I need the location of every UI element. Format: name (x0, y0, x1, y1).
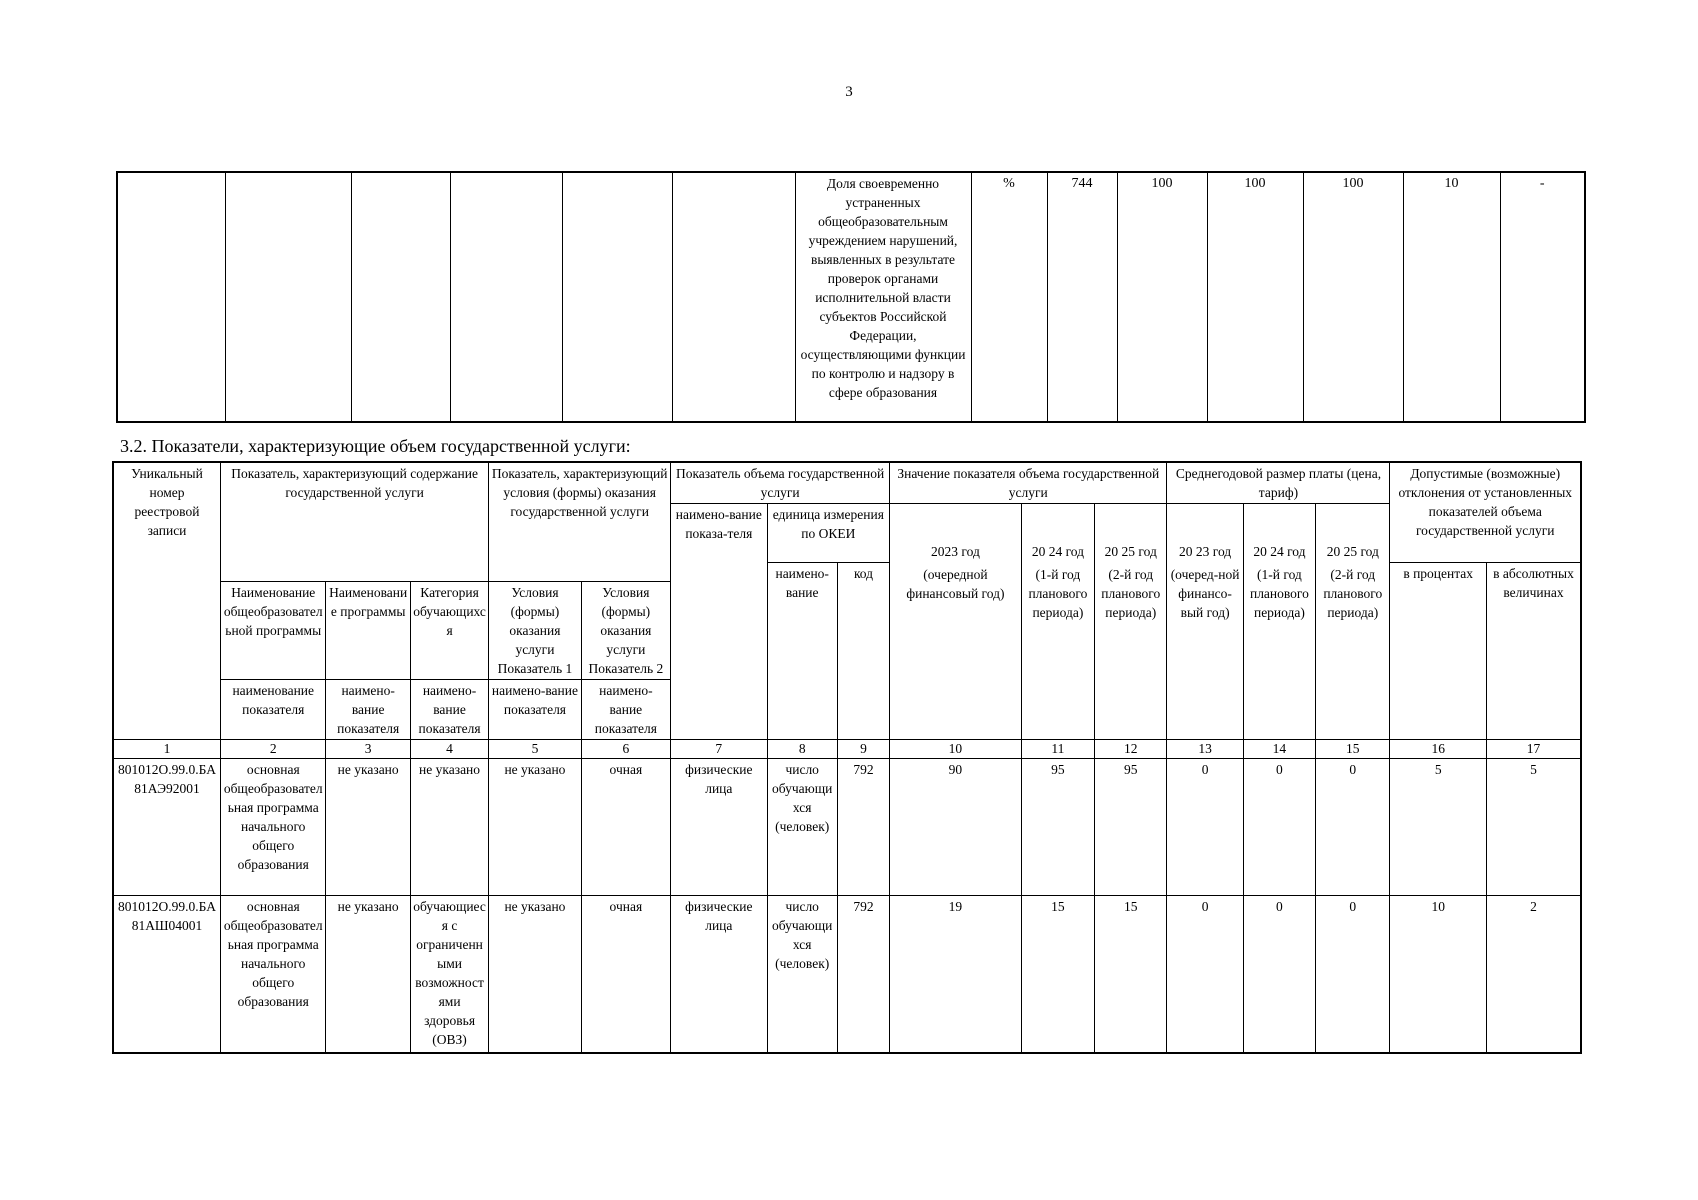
column-number: 16 (1390, 740, 1486, 759)
header-fee-group: Среднегодовой размер платы (цена, тариф) (1167, 462, 1390, 504)
column-number: 4 (410, 740, 488, 759)
header-indicator-name-1: наименование показателя (221, 680, 326, 740)
column-number: 7 (671, 740, 767, 759)
program-name: основная общеобразовательная программа начального общего образования (221, 759, 326, 896)
header-fee-2025 (1316, 504, 1390, 740)
empty-cell (225, 172, 351, 422)
header-conditions-group: Показатель, характеризующий условия (формы) оказания государственной услуги (489, 462, 671, 582)
condition-1: не указано (489, 759, 581, 896)
column-number: 6 (581, 740, 670, 759)
indicator-unit: % (971, 172, 1047, 422)
empty-cell (562, 172, 672, 422)
header-program: Наименование программы (326, 582, 410, 680)
condition-2: очная (581, 759, 670, 896)
header-fee-2024-note: (1-й год планового периода) (1249, 567, 1309, 620)
program: не указано (326, 759, 410, 896)
unit-name: число обучающихся (человек) (767, 896, 837, 1053)
unit-code: 792 (837, 896, 889, 1053)
indicator-continuation-table (116, 171, 1586, 423)
column-number: 1 (113, 740, 221, 759)
column-number: 12 (1095, 740, 1167, 759)
value-2024: 95 (1021, 759, 1094, 896)
value-2024: 15 (1021, 896, 1094, 1053)
header-volume-name: наимено-вание показа-теля (671, 504, 767, 740)
table-row (113, 759, 1581, 896)
header-fee-2023-label: 20 23 год (1179, 544, 1232, 559)
column-number: 2 (221, 740, 326, 759)
column-numbers-row (113, 740, 1581, 759)
unit-name: число обучающихся (человек) (767, 759, 837, 896)
volume-name: физические лица (671, 896, 767, 1053)
header-program-name: Наименование общеобразовательной программы (221, 582, 326, 680)
section-title: 3.2. Показатели, характеризующие объем государственной услуги: (120, 436, 631, 456)
header-fee-2023 (1167, 504, 1243, 740)
fee-2024: 0 (1243, 896, 1315, 1053)
header-deviation-absolute: в абсолютных величинах (1486, 563, 1581, 740)
condition-2: очная (581, 896, 670, 1053)
header-category: Категория обучающихся (410, 582, 488, 680)
column-number: 11 (1021, 740, 1094, 759)
column-number: 5 (489, 740, 581, 759)
fee-2025: 0 (1316, 896, 1390, 1053)
header-unit-name: наимено-вание (767, 563, 837, 740)
header-year-2024-note: (1-й год планового периода) (1028, 567, 1088, 620)
header-value-group: Значение показателя объема государственной услуги (890, 462, 1167, 504)
value-2023: 90 (890, 759, 1022, 896)
registry-id: 801012О.99.0.БА81АЭ92001 (113, 759, 221, 896)
header-year-2025-label: 20 25 год (1104, 544, 1157, 559)
fee-2025: 0 (1316, 759, 1390, 896)
program: не указано (326, 896, 410, 1053)
column-number: 13 (1167, 740, 1243, 759)
value-2023: 19 (890, 896, 1022, 1053)
header-year-2023-label: 2023 год (931, 544, 980, 559)
header-fee-2023-note: (очеред-ной финансо-вый год) (1170, 567, 1240, 620)
header-fee-2025-note: (2-й год планового периода) (1323, 567, 1383, 620)
empty-cell (351, 172, 450, 422)
column-number: 3 (326, 740, 410, 759)
header-row-1 (113, 462, 1581, 504)
header-year-2023-note: (очередной финансовый год) (906, 567, 1005, 601)
header-indicator-name-3: наимено-вание показателя (410, 680, 488, 740)
value-2025: 95 (1095, 759, 1167, 896)
header-unit-code: код (837, 563, 889, 740)
empty-cell (672, 172, 795, 422)
fee-2023: 0 (1167, 759, 1243, 896)
header-indicator-name-5: наимено-вание показателя (581, 680, 670, 740)
header-year-2023 (890, 504, 1022, 740)
header-deviation-group: Допустимые (возможные) отклонения от установленных показателей объема государственной услуги (1390, 462, 1581, 563)
header-content-group: Показатель, характеризующий содержание государственной услуги (221, 462, 489, 582)
column-number: 15 (1316, 740, 1390, 759)
condition-1: не указано (489, 896, 581, 1053)
header-condition-2: Условия (формы) оказания услуги Показатель 2 (581, 582, 670, 680)
header-condition-1: Условия (формы) оказания услуги Показатель 1 (489, 582, 581, 680)
header-fee-2024-label: 20 24 год (1253, 544, 1306, 559)
page-number: 3 (845, 84, 853, 100)
deviation-percent: 10 (1390, 896, 1486, 1053)
indicator-value-1: 100 (1117, 172, 1207, 422)
fee-2023: 0 (1167, 896, 1243, 1053)
deviation-absolute: 5 (1486, 759, 1581, 896)
header-year-2025 (1095, 504, 1167, 740)
volume-indicators-table (112, 461, 1582, 1054)
header-fee-2025-label: 20 25 год (1326, 544, 1379, 559)
column-number: 14 (1243, 740, 1315, 759)
indicator-name: Доля своевременно устраненных общеобразовательным учреждением нарушений, выявленных в результате проверок органами исполнительной власти субъектов Российской Федерации, осуществляющими функции по контролю и надзору в сфере образования (795, 172, 971, 422)
header-volume-unit: единица измерения по ОКЕИ (767, 504, 890, 563)
value-2025: 15 (1095, 896, 1167, 1053)
category: обучающиеся с ограниченными возможностями здоровья (ОВЗ) (410, 896, 488, 1053)
header-unique-number: Уникальный номер реестровой записи (113, 462, 221, 740)
empty-cell (450, 172, 562, 422)
indicator-code: 744 (1047, 172, 1117, 422)
header-year-2025-note: (2-й год планового периода) (1101, 567, 1161, 620)
fee-2024: 0 (1243, 759, 1315, 896)
category: не указано (410, 759, 488, 896)
program-name: основная общеобразовательная программа начального общего образования (221, 896, 326, 1053)
volume-name: физические лица (671, 759, 767, 896)
header-year-2024 (1021, 504, 1094, 740)
registry-id: 801012О.99.0.БА81АШ04001 (113, 896, 221, 1053)
header-indicator-name-2: наимено-вание показателя (326, 680, 410, 740)
header-fee-2024 (1243, 504, 1315, 740)
column-number: 17 (1486, 740, 1581, 759)
column-number: 9 (837, 740, 889, 759)
indicator-value-3: 100 (1303, 172, 1403, 422)
indicator-deviation-absolute: - (1500, 172, 1585, 422)
indicator-deviation-percent: 10 (1403, 172, 1500, 422)
column-number: 10 (890, 740, 1022, 759)
header-deviation-percent: в процентах (1390, 563, 1486, 740)
indicator-value-2: 100 (1207, 172, 1303, 422)
empty-cell (117, 172, 225, 422)
column-number: 8 (767, 740, 837, 759)
header-indicator-name-4: наимено-вание показателя (489, 680, 581, 740)
table-row (117, 172, 1585, 422)
header-volume-group: Показатель объема государственной услуги (671, 462, 890, 504)
deviation-absolute: 2 (1486, 896, 1581, 1053)
unit-code: 792 (837, 759, 889, 896)
table-row (113, 896, 1581, 1053)
header-year-2024-label: 20 24 год (1031, 544, 1084, 559)
deviation-percent: 5 (1390, 759, 1486, 896)
